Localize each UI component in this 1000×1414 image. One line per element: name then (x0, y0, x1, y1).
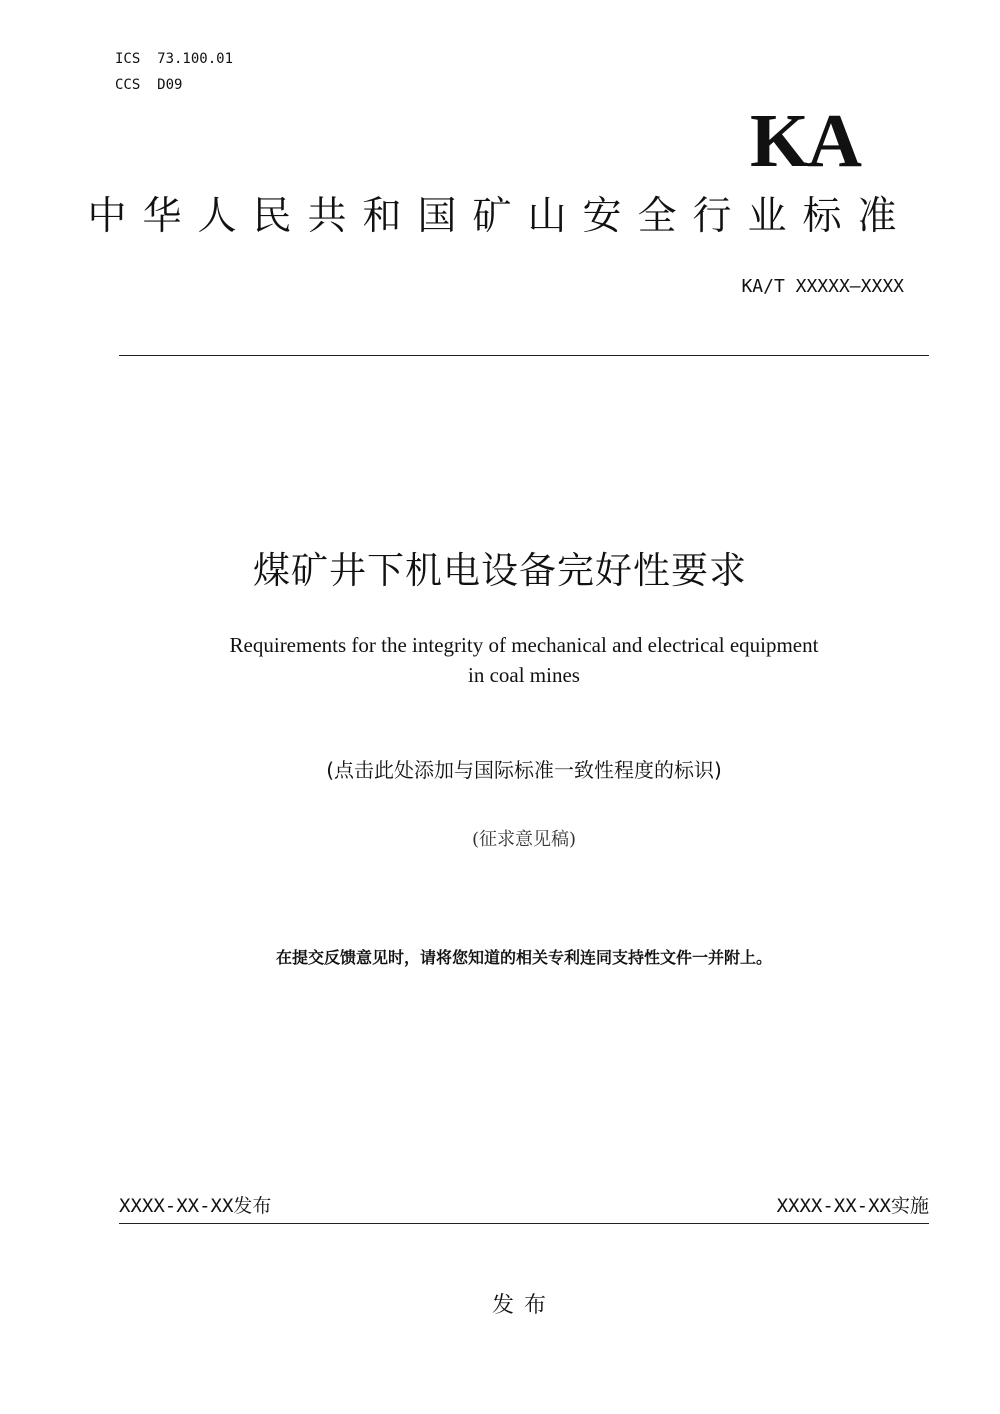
document-title-english-line-1: Requirements for the integrity of mechanical and electrical equipment (229, 633, 819, 657)
ics-code: ICS 73.100.01 (115, 51, 234, 67)
ccs-code: CCS D09 (115, 77, 183, 93)
patent-notice: 在提交反馈意见时，请将您知道的相关专利连同支持性文件一并附上。 (275, 948, 772, 967)
header-divider (119, 355, 929, 356)
publisher-label: 发布 (491, 1293, 556, 1318)
effective-date: XXXX-XX-XX实施 (776, 1195, 929, 1217)
consistency-placeholder[interactable]: (点击此处添加与国际标准一致性程度的标识) (326, 758, 722, 782)
issue-date: XXXX-XX-XX发布 (119, 1195, 272, 1217)
ka-logo: KA (750, 99, 860, 183)
document-title-chinese: 煤矿井下机电设备完好性要求 (253, 549, 747, 592)
standard-class-heading: 中华人民共和国矿山安全行业标准 (87, 194, 913, 239)
footer-divider (119, 1223, 929, 1224)
standard-number: KA/T XXXXX—XXXX (741, 276, 904, 297)
draft-status-label: (征求意见稿) (471, 829, 577, 850)
document-title-english-line-2: in coal mines (468, 663, 580, 687)
